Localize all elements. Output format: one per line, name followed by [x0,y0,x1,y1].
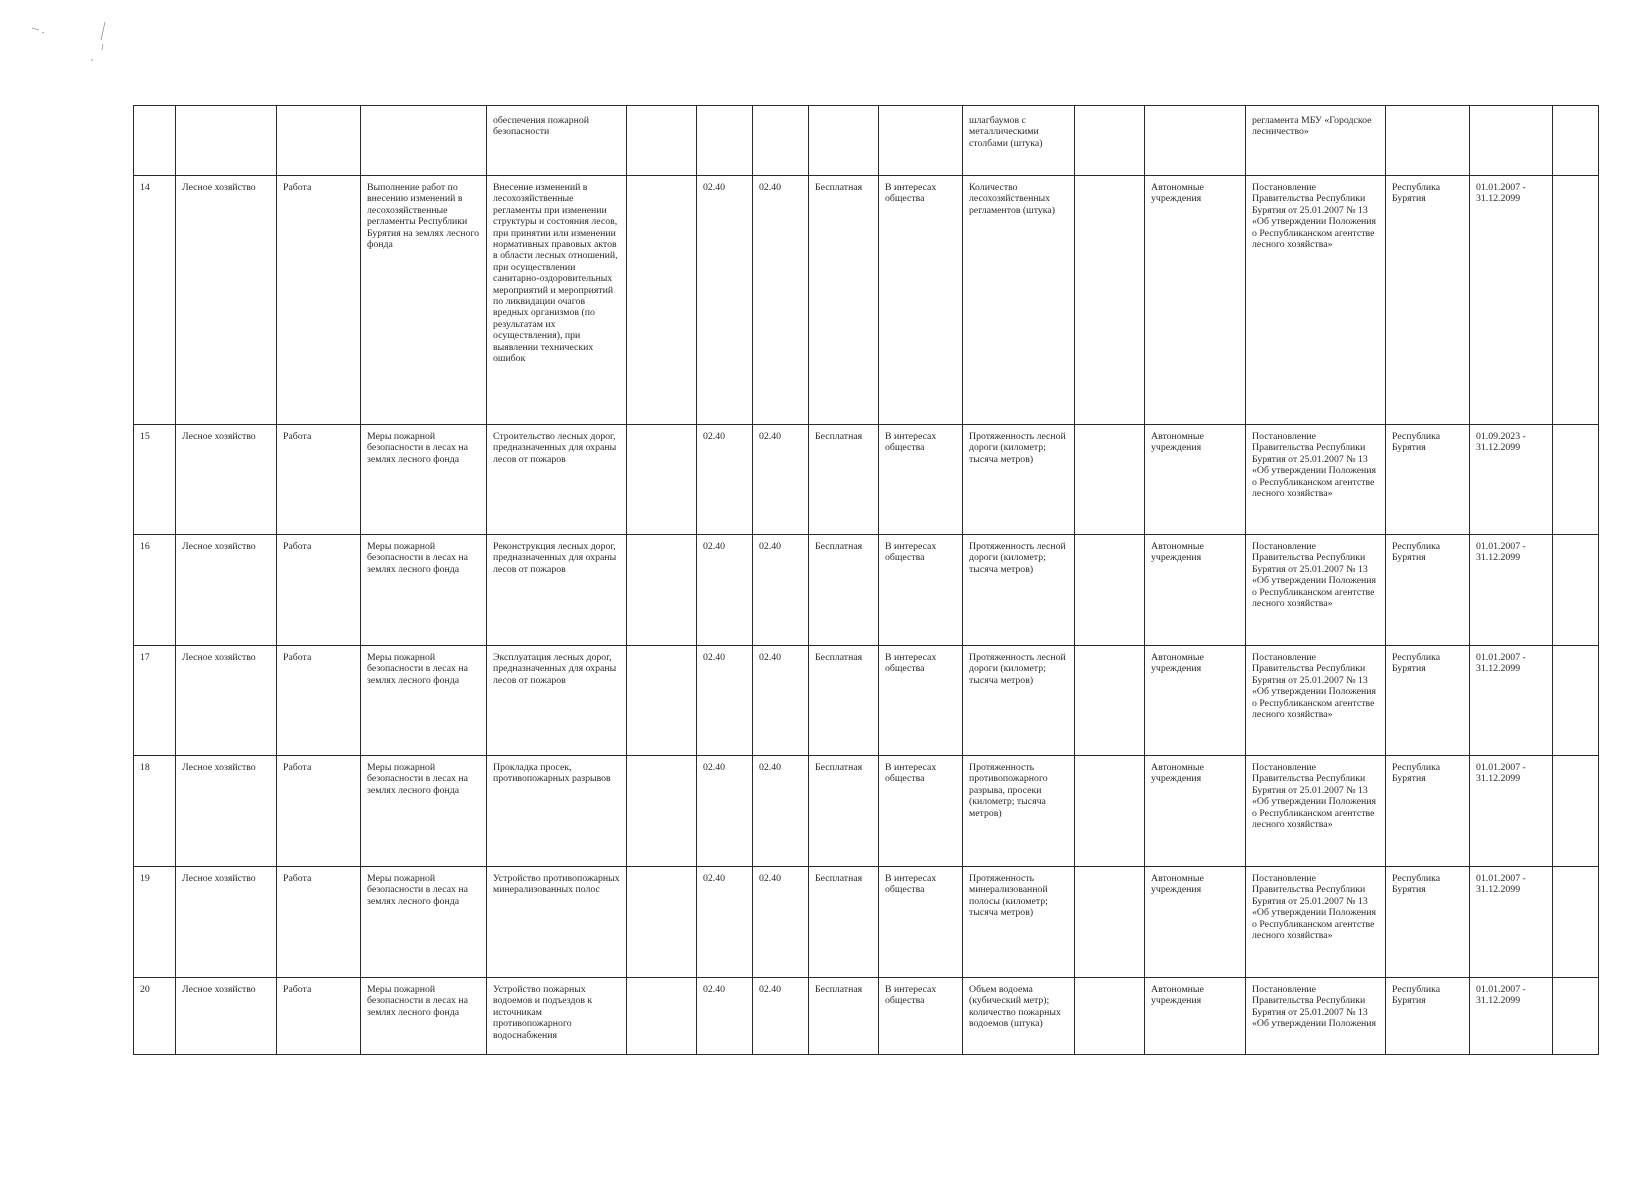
cell-legal-basis: Постановление Правительства Республики Бурятия от 25.01.2007 № 13 «Об утверждении Положения о Республиканском агентстве лесного хозяйства» [1246,535,1386,646]
cell-code1 [697,106,753,176]
cell-code1: 02.40 [697,756,753,867]
cell-num: 16 [134,535,176,646]
cell-name: Меры пожарной безопасности в лесах на землях лесного фонда [361,867,487,978]
cell-empty [627,106,697,176]
cell-num [134,106,176,176]
cell-indicator: шлагбаумов с металлическими столбами (штука) [963,106,1075,176]
cell-interest: В интересах общества [879,535,963,646]
cell-name: Меры пожарной безопасности в лесах на землях лесного фонда [361,535,487,646]
cell-activity: Прокладка просек, противопожарных разрывов [487,756,627,867]
cell-legal-basis: Постановление Правительства Республики Бурятия от 25.01.2007 № 13 «Об утверждении Положения о Республиканском агентстве лесного хозяйства» [1246,867,1386,978]
registry-table-container [133,105,1598,1055]
cell-region: Республика Бурятия [1386,535,1470,646]
cell-legal-basis: Постановление Правительства Республики Бурятия от 25.01.2007 № 13 «Об утверждении Положения о Республиканском агентстве лесного хозяйства» [1246,176,1386,425]
registry-table [133,105,1599,1055]
cell-name: Меры пожарной безопасности в лесах на землях лесного фонда [361,425,487,535]
cell-empty [1075,106,1145,176]
cell-code1: 02.40 [697,535,753,646]
cell-num: 19 [134,867,176,978]
cell-code2: 02.40 [753,978,809,1055]
cell-sector: Лесное хозяйство [176,756,277,867]
cell-indicator: Протяженность лесной дороги (километр; тысяча метров) [963,535,1075,646]
cell-code1: 02.40 [697,646,753,756]
cell-activity: Строительство лесных дорог, предназначенных для охраны лесов от пожаров [487,425,627,535]
cell-empty [627,867,697,978]
cell-empty [1075,978,1145,1055]
table-row [134,646,1599,756]
scan-artifact-marks [30,20,120,70]
cell-indicator: Протяженность лесной дороги (километр; тысяча метров) [963,646,1075,756]
table-row [134,756,1599,867]
cell-interest [879,106,963,176]
cell-institution: Автономные учреждения [1145,646,1246,756]
cell-code2: 02.40 [753,535,809,646]
cell-empty [1075,867,1145,978]
cell-name: Меры пожарной безопасности в лесах на землях лесного фонда [361,756,487,867]
cell-empty [1553,176,1599,425]
cell-interest: В интересах общества [879,646,963,756]
cell-region: Республика Бурятия [1386,756,1470,867]
cell-empty [627,646,697,756]
table-body [134,106,1599,1055]
cell-empty [1553,646,1599,756]
cell-empty [1553,756,1599,867]
cell-empty [1553,867,1599,978]
cell-activity: Реконструкция лесных дорог, предназначенных для охраны лесов от пожаров [487,535,627,646]
cell-legal-basis: Постановление Правительства Республики Бурятия от 25.01.2007 № 13 «Об утверждении Положения о Республиканском агентстве лесного хозяйства» [1246,425,1386,535]
cell-payment: Бесплатная [809,756,879,867]
cell-code1: 02.40 [697,425,753,535]
cell-empty [1553,106,1599,176]
cell-sector: Лесное хозяйство [176,646,277,756]
cell-sector [176,106,277,176]
cell-code2: 02.40 [753,176,809,425]
cell-code2 [753,106,809,176]
cell-interest: В интересах общества [879,867,963,978]
cell-period: 01.01.2007 - 31.12.2099 [1470,756,1553,867]
cell-institution: Автономные учреждения [1145,176,1246,425]
cell-sector: Лесное хозяйство [176,535,277,646]
cell-period: 01.01.2007 - 31.12.2099 [1470,176,1553,425]
cell-region [1386,106,1470,176]
cell-period: 01.09.2023 - 31.12.2099 [1470,425,1553,535]
cell-region: Республика Бурятия [1386,867,1470,978]
cell-code2: 02.40 [753,756,809,867]
cell-institution [1145,106,1246,176]
cell-code2: 02.40 [753,425,809,535]
cell-empty [627,176,697,425]
cell-code1: 02.40 [697,867,753,978]
cell-region: Республика Бурятия [1386,978,1470,1055]
cell-indicator: Объем водоема (кубический метр); количество пожарных водоемов (штука) [963,978,1075,1055]
cell-activity: Эксплуатация лесных дорог, предназначенных для охраны лесов от пожаров [487,646,627,756]
cell-type: Работа [277,867,361,978]
cell-code2: 02.40 [753,646,809,756]
cell-num: 18 [134,756,176,867]
cell-sector: Лесное хозяйство [176,425,277,535]
cell-empty [1553,535,1599,646]
cell-name: Меры пожарной безопасности в лесах на землях лесного фонда [361,646,487,756]
table-row [134,535,1599,646]
cell-num: 14 [134,176,176,425]
cell-indicator: Количество лесохозяйственных регламентов (штука) [963,176,1075,425]
cell-empty [1075,176,1145,425]
cell-period: 01.01.2007 - 31.12.2099 [1470,535,1553,646]
table-row [134,425,1599,535]
cell-activity: Внесение изменений в лесохозяйственные регламенты при изменении структуры и состояния лесов, при принятии или изменении нормативных правовых актов в области лесных отношений, при осуществлении санитарно-оздоровительных мероприятий и мероприятий по ликвидации очагов вредных организмов (по результатам их осуществления), при выявлении технических ошибок [487,176,627,425]
cell-period: 01.01.2007 - 31.12.2099 [1470,867,1553,978]
cell-activity: Устройство пожарных водоемов и подъездов к источникам противопожарного водоснабжения [487,978,627,1055]
cell-empty [1075,646,1145,756]
cell-type: Работа [277,535,361,646]
cell-type: Работа [277,425,361,535]
cell-num: 17 [134,646,176,756]
cell-indicator: Протяженность минерализованной полосы (километр; тысяча метров) [963,867,1075,978]
cell-type: Работа [277,978,361,1055]
cell-empty [1553,425,1599,535]
cell-legal-basis: регламента МБУ «Городское лесничество» [1246,106,1386,176]
cell-payment: Бесплатная [809,646,879,756]
cell-empty [1553,978,1599,1055]
cell-name: Меры пожарной безопасности в лесах на землях лесного фонда [361,978,487,1055]
cell-institution: Автономные учреждения [1145,425,1246,535]
cell-region: Республика Бурятия [1386,425,1470,535]
cell-empty [627,978,697,1055]
cell-period: 01.01.2007 - 31.12.2099 [1470,978,1553,1055]
cell-sector: Лесное хозяйство [176,176,277,425]
cell-name: Выполнение работ по внесению изменений в лесохозяйственные регламенты Республики Бурятия на землях лесного фонда [361,176,487,425]
cell-code2: 02.40 [753,867,809,978]
cell-empty [1075,425,1145,535]
cell-empty [1075,756,1145,867]
cell-interest: В интересах общества [879,978,963,1055]
cell-payment: Бесплатная [809,867,879,978]
cell-code1: 02.40 [697,978,753,1055]
cell-payment: Бесплатная [809,176,879,425]
cell-empty [627,535,697,646]
cell-period: 01.01.2007 - 31.12.2099 [1470,646,1553,756]
cell-type: Работа [277,646,361,756]
cell-institution: Автономные учреждения [1145,867,1246,978]
cell-legal-basis: Постановление Правительства Республики Бурятия от 25.01.2007 № 13 «Об утверждении Положения о Республиканском агентстве лесного хозяйства» [1246,646,1386,756]
cell-interest: В интересах общества [879,425,963,535]
cell-region: Республика Бурятия [1386,176,1470,425]
cell-sector: Лесное хозяйство [176,978,277,1055]
cell-empty [1075,535,1145,646]
cell-type: Работа [277,176,361,425]
cell-legal-basis: Постановление Правительства Республики Бурятия от 25.01.2007 № 13 «Об утверждении Положения [1246,978,1386,1055]
cell-empty [627,756,697,867]
cell-sector: Лесное хозяйство [176,867,277,978]
cell-indicator: Протяженность противопожарного разрыва, просеки (километр; тысяча метров) [963,756,1075,867]
cell-name [361,106,487,176]
cell-legal-basis: Постановление Правительства Республики Бурятия от 25.01.2007 № 13 «Об утверждении Положения о Республиканском агентстве лесного хозяйства» [1246,756,1386,867]
cell-activity: обеспечения пожарной безопасности [487,106,627,176]
table-row [134,978,1599,1055]
cell-code1: 02.40 [697,176,753,425]
table-row [134,867,1599,978]
cell-indicator: Протяженность лесной дороги (километр; тысяча метров) [963,425,1075,535]
table-row [134,176,1599,425]
cell-num: 15 [134,425,176,535]
cell-payment [809,106,879,176]
cell-payment: Бесплатная [809,535,879,646]
cell-activity: Устройство противопожарных минерализованных полос [487,867,627,978]
cell-type [277,106,361,176]
cell-institution: Автономные учреждения [1145,756,1246,867]
cell-period [1470,106,1553,176]
cell-interest: В интересах общества [879,756,963,867]
cell-interest: В интересах общества [879,176,963,425]
cell-payment: Бесплатная [809,425,879,535]
cell-institution: Автономные учреждения [1145,978,1246,1055]
cell-payment: Бесплатная [809,978,879,1055]
cell-empty [627,425,697,535]
cell-region: Республика Бурятия [1386,646,1470,756]
cell-institution: Автономные учреждения [1145,535,1246,646]
cell-type: Работа [277,756,361,867]
table-row-continuation [134,106,1599,176]
cell-num: 20 [134,978,176,1055]
